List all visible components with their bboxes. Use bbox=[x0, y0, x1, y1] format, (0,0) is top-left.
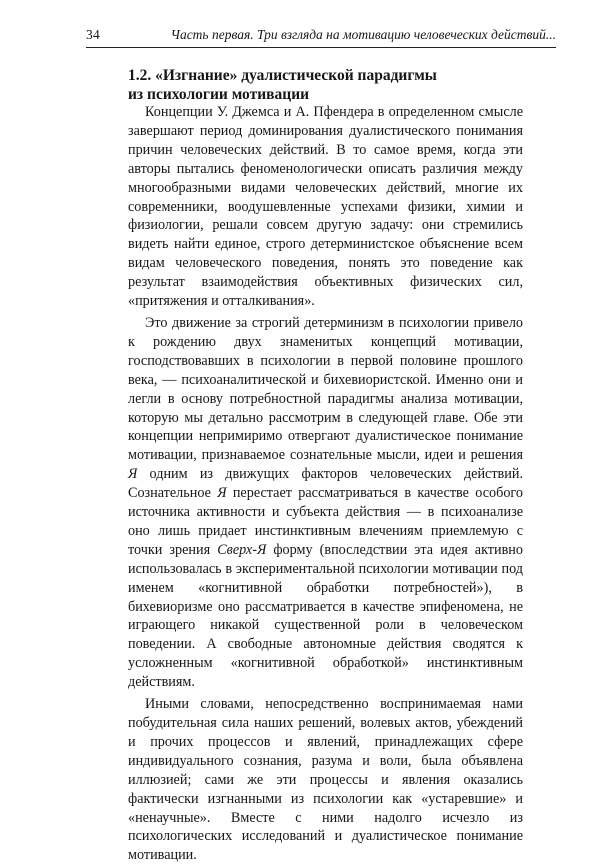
paragraph-1: Концепции У. Джемса и А. Пфендера в определенном смысле завершают период доминирования дуалистического понимания причин человеческих действий. В то самое время, когда эти авторы пытались феноменологически описать различия между многообразными видами человеческих действий, многие их современники, воодушевленные успехами физики, химии и физиологии, решали совсем другую задачу: они стремились видеть найти единое, строго детерминистское объяснение всем видам человеческого поведения, понять это поведение как результат взаимодействия объективных физических сил, «притяжения и отталкивания». bbox=[128, 104, 523, 310]
paragraph-2-part-3: перестает рассматриваться в качестве особого источника активности и субъекта действия — в психоанализе оно лишь придает инстинктивным влечениям приемлемую с точки зрения bbox=[128, 485, 523, 558]
section-heading-line-2: из психологии мотивации bbox=[128, 86, 310, 103]
section-heading-line-1: 1.2. «Изгнание» дуалистической парадигмы bbox=[128, 67, 437, 84]
paragraph-2-emphasis-2: Я bbox=[217, 485, 227, 502]
running-title: Часть первая. Три взгляда на мотивацию человеческих действий... bbox=[170, 27, 556, 42]
paragraph-2-emphasis-3: Сверх-Я bbox=[217, 541, 267, 558]
header-rule bbox=[86, 47, 556, 48]
paragraph-2-part-4: форму (впоследствии эта идея активно использовалась в экспериментальной психологии мотивации под именем «когнитивной обработки потребностей»), в бихевиоризме оно рассматривается в качестве эпифеномена, не играющего никакой существенной роли в человеческом поведении. А свободные автономные действия сводятся к усложненным «когнитивной обработкой» инстинктивным действиям. bbox=[128, 541, 523, 691]
paragraph-2 bbox=[128, 314, 523, 692]
paragraph-2-part-1: Это движение за строгий детерминизм в психологии привело к рождению двух знаменитых концепций мотивации, господствовавших в психологии в первой половине прошлого века, — психоаналитической и бихевиористской. Именно они и легли в основу потребностной парадигмы анализа мотивации, которую мы детально рассмотрим в следующей главе. Обе эти концепции непримиримо отвергают дуалистическое понимание мотивации, признаваемое сознательные мысли, идеи и решения bbox=[128, 314, 523, 464]
running-header bbox=[86, 27, 556, 43]
page-number: 34 bbox=[86, 27, 100, 42]
paragraph-2-emphasis-1: Я bbox=[128, 466, 138, 483]
paragraph-2-part-2: одним из движущих факторов человеческих действий. Сознательное bbox=[128, 466, 523, 502]
section-heading bbox=[128, 66, 508, 104]
paragraph-3: Иными словами, непосредственно воспринимаемая нами побудительная сила наших решений, волевых актов, убеждений и прочих процессов и явлений, принадлежащих сфере индивидуального сознания, разума и воли, была объявлена иллюзией; сами же эти процессы и явления оказались фактически изгнанными из психологии как «устаревшие» и «ненаучные». Вместе с ними надолго исчезло из психологических исследований и дуалистическое понимание мотивации. bbox=[128, 696, 523, 864]
body-text bbox=[128, 103, 523, 865]
